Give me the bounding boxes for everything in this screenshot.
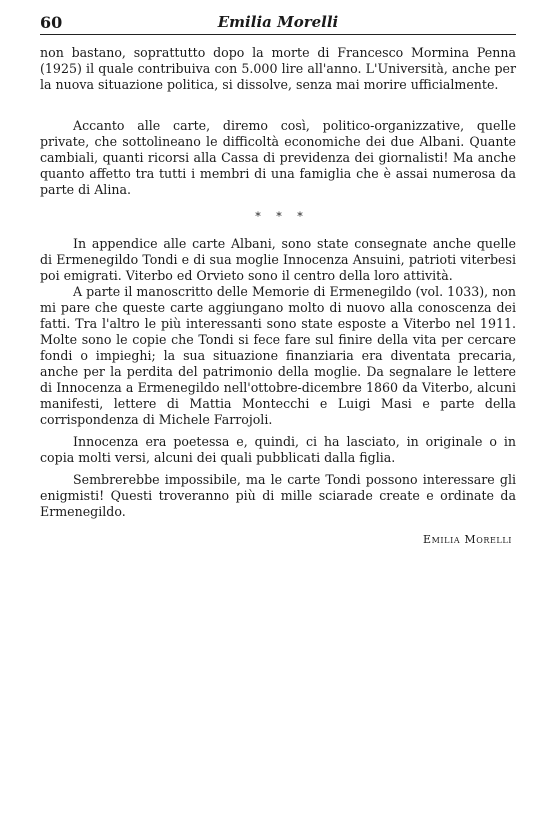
paragraph-continuation: non bastano, soprattutto dopo la morte di Francesco Mormina Penna (1925) il quale contribuiva con 5.000 lire all'anno. L'Università, anche per la nuova situazione politica, si dissolve, senza mai morire ufficialmente. bbox=[40, 45, 516, 92]
author-signature: Emilia Morelli bbox=[423, 533, 512, 546]
paragraph-appendix: In appendice alle carte Albani, sono state consegnate anche quelle di Ermenegildo Tondi e di sua moglie Innocenza Ansuini, patrioti viterbesi poi emigrati. Viterbo ed Orvieto sono il centro della loro attività. bbox=[40, 236, 516, 283]
section-separator: * * * bbox=[255, 210, 309, 223]
book-page bbox=[40, 10, 516, 548]
running-title: Emilia Morelli bbox=[217, 13, 339, 31]
running-head bbox=[40, 10, 516, 35]
paragraph-private-papers: Accanto alle carte, diremo così, politico-organizzative, quelle private, che sottolineano le difficoltà economiche dei due Albani. Quante cambiali, quanti ricorsi alla Cassa di previdenza dei giornalisti! Ma anche quanto affetto tra tutti i membri di una famiglia che è assai numerosa da parte di Alina. bbox=[40, 118, 516, 197]
paragraph-enigmists: Sembrerebbe impossibile, ma le carte Tondi possono interessare gli enigmisti! Questi troveranno più di mille sciarade create e ordinate da Ermenegildo. bbox=[40, 472, 516, 519]
page-number: 60 bbox=[40, 13, 63, 32]
paragraph-innocenza: Innocenza era poetessa e, quindi, ci ha lasciato, in originale o in copia molti versi, alcuni dei quali pubblicati dalla figlia. bbox=[40, 434, 516, 465]
body-text bbox=[40, 45, 516, 548]
paragraph-manuscript: A parte il manoscritto delle Memorie di Ermenegildo (vol. 1033), non mi pare che queste carte aggiungano molto di nuovo alla conoscenza dei fatti. Tra l'altro le più interessanti sono state esposte a Viterbo nel 1911. Molte sono le copie che Tondi si fece fare sul finire della vita per cercare fondi o impieghi; la sua situazione finanziaria era diventata precaria, anche per la perdita del patrimonio della moglie. Da segnalare le lettere di Innocenza a Ermenegildo nell'ottobre-dicembre 1860 da Viterbo, alcuni manifesti, lettere di Mattia Montecchi e Luigi Masi e parte della corrispondenza di Michele Farrojoli. bbox=[40, 284, 516, 427]
